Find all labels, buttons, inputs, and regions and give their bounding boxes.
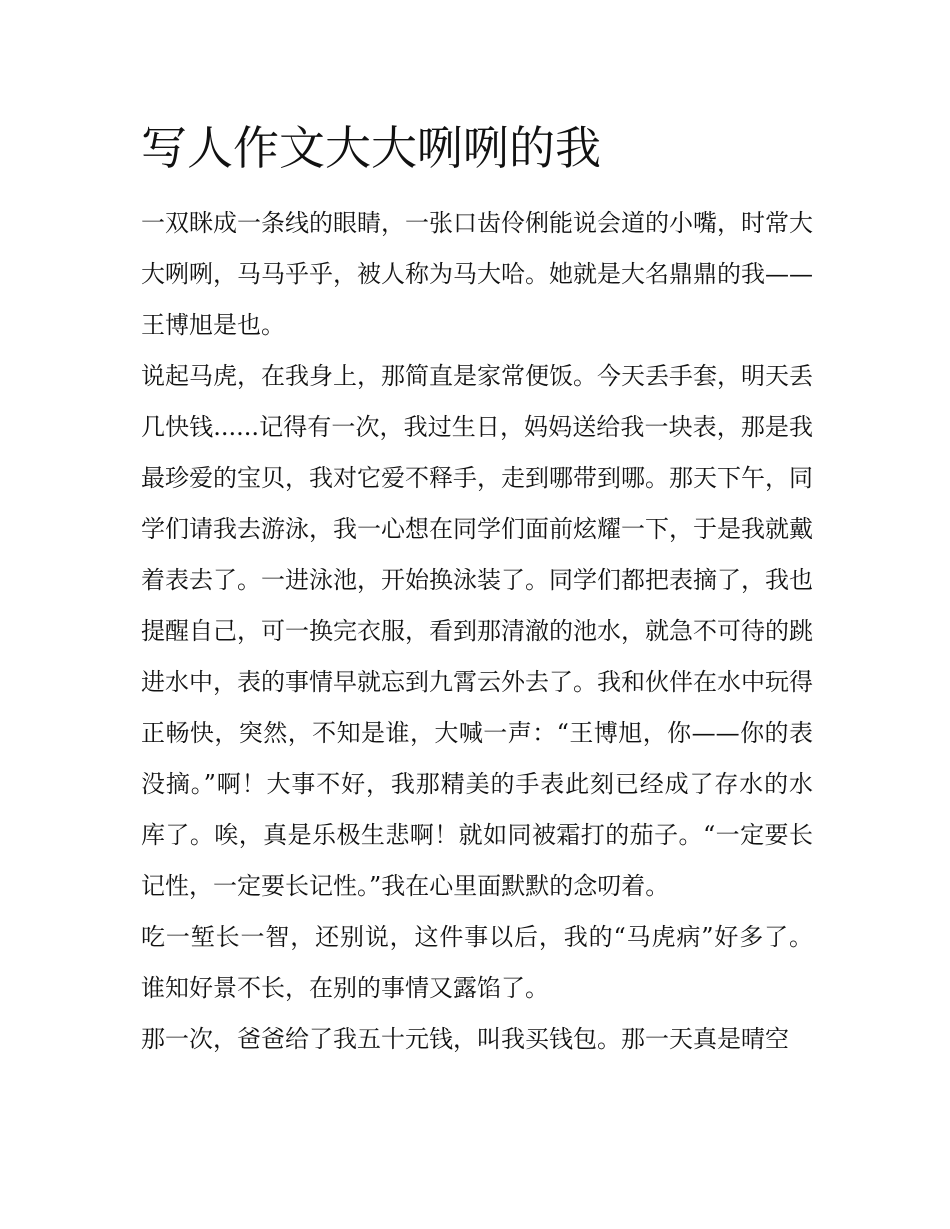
- paragraph-lesson: 吃一堑长一智，还别说，这件事以后，我的“马虎病”好多了。谁知好景不长，在别的事情又露馅了。: [141, 923, 813, 1002]
- paragraph-wallet-story: 那一次，爸爸给了我五十元钱，叫我买钱包。那一天真是晴空: [141, 1025, 789, 1053]
- document-title: 写人作文大大咧咧的我: [141, 121, 601, 175]
- paragraph-intro: 一双眯成一条线的眼睛，一张口齿伶俐能说会道的小嘴，时常大大咧咧，马马乎乎，被人称为马大哈。她就是大名鼎鼎的我——王博旭是也。: [141, 209, 813, 339]
- document-body: [141, 118, 813, 1065]
- paragraph-watch-story: 说起马虎，在我身上，那简直是家常便饭。今天丢手套，明天丢几快钱......记得有一次，我过生日，妈妈送给我一块表，那是我最珍爱的宝贝，我对它爱不释手，走到哪带到哪。那天下午，同学们请我去游泳，我一心想在同学们面前炫耀一下，于是我就戴着表去了。一进泳池，开始换泳装了。同学们都把表摘了，我也提醒自己，可一换完衣服，看到那清澈的池水，就急不可待的跳进水中，表的事情早就忘到九霄云外去了。我和伙伴在水中玩得正畅快，突然，不知是谁，大喊一声：“王博旭，你——你的表没摘。”啊！大事不好，我那精美的手表此刻已经成了存水的水库了。唉，真是乐极生悲啊！就如同被霜打的茄子。“一定要长记性，一定要长记性。”我在心里面默默的念叨着。: [141, 362, 813, 900]
